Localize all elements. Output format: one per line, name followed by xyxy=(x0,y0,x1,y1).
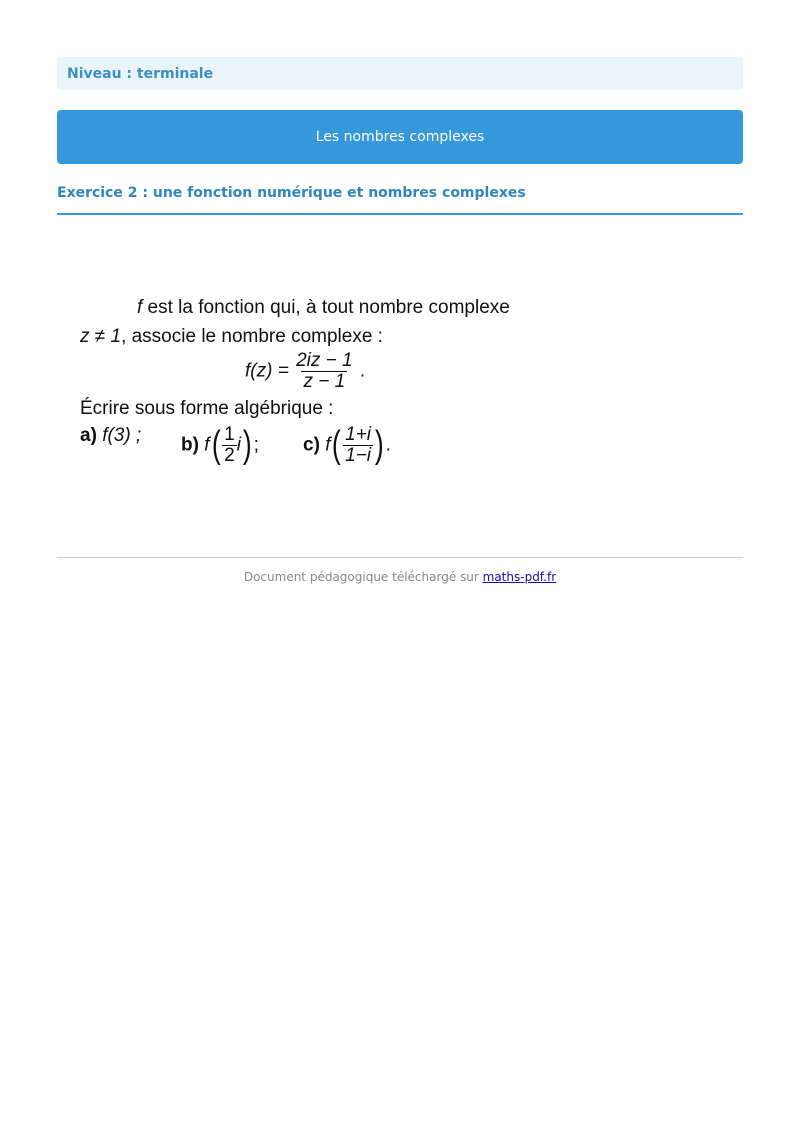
page-title: Les nombres complexes xyxy=(315,129,485,145)
title-banner xyxy=(57,110,743,164)
exercise-statement-image xyxy=(57,285,577,485)
item-b-label: b) xyxy=(181,434,199,456)
item-c-label: c) xyxy=(303,434,320,456)
footer-divider xyxy=(57,557,743,558)
formula xyxy=(245,351,365,392)
item-b: b) f( $\frac{1}{2}$ i); xyxy=(181,424,259,467)
item-a-label: a) xyxy=(80,425,97,446)
formula-numerator: 2iz − 1 xyxy=(296,350,353,371)
item-b-end: ; xyxy=(253,434,259,456)
item-c-end: . xyxy=(385,434,391,456)
function-symbol: f xyxy=(137,297,143,318)
exercise-heading: Exercice 2 : une fonction numérique et nombres complexes xyxy=(57,185,743,215)
item-a xyxy=(80,425,141,447)
instruction: Écrire sous forme algébrique : xyxy=(80,398,334,419)
item-c-fraction xyxy=(343,425,373,466)
item-b-numerator: 1 xyxy=(224,424,235,445)
item-c: c) f( $\frac{1+i}{1-i}$ ). xyxy=(303,424,391,467)
item-b-denominator: 2 xyxy=(224,444,235,466)
footer xyxy=(57,570,743,584)
level-text: Niveau : terminale xyxy=(67,65,214,82)
item-c-denominator: 1−i xyxy=(345,444,372,466)
item-c-f: f xyxy=(325,434,331,456)
statement-line-2 xyxy=(80,326,383,348)
formula-fraction xyxy=(294,351,355,392)
statement-text-1: est la fonction qui, à tout nombre complexe xyxy=(142,297,510,318)
formula-denominator: z − 1 xyxy=(303,370,346,392)
item-b-i: i xyxy=(236,434,241,456)
formula-end: . xyxy=(359,360,366,382)
condition: z ≠ 1 xyxy=(80,326,122,347)
statement-text-2: , associe le nombre complexe : xyxy=(121,326,383,347)
footer-text: Document pédagogique téléchargé sur xyxy=(243,570,483,584)
item-b-fraction xyxy=(222,425,237,466)
statement-line-1 xyxy=(137,297,510,319)
formula-lhs: f(z) = xyxy=(245,360,289,382)
item-c-numerator: 1+i xyxy=(345,424,372,445)
item-b-f: f xyxy=(204,434,210,456)
level-label xyxy=(57,57,743,90)
item-a-expression: f(3) ; xyxy=(102,425,142,446)
footer-link[interactable]: maths-pdf.fr xyxy=(482,570,557,584)
